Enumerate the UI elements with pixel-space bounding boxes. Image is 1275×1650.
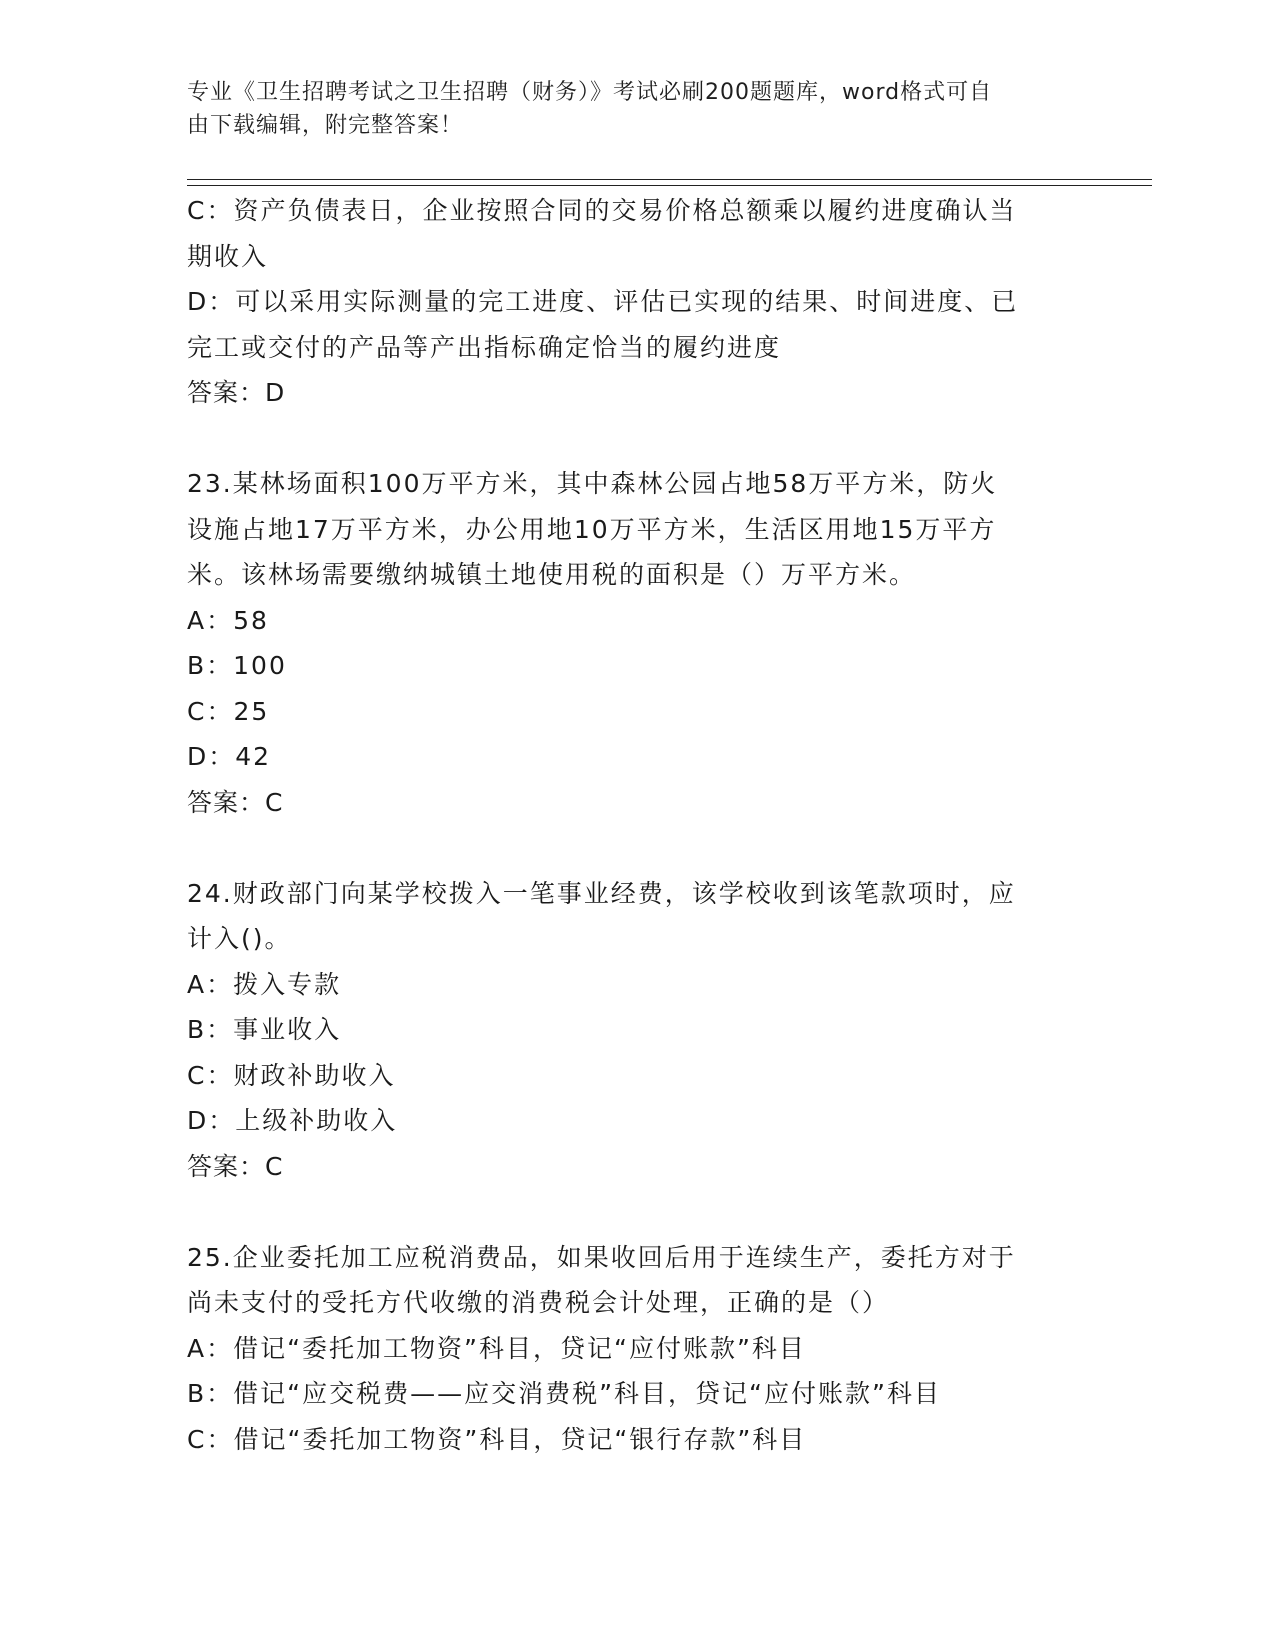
option-c: C：借记“委托加工物资”科目，贷记“银行存款”科目 [187,1424,807,1454]
header-line-1: 专业《卫生招聘考试之卫生招聘（财务）》考试必刷200题题库，word格式可自 [187,80,993,105]
option-c: C：25 [187,696,270,726]
option-d: D：可以采用实际测量的完工进度、评估已实现的结果、时间进度、已 [187,287,1019,316]
answer-line: 答案：C [187,787,284,817]
question-23 [187,461,1067,825]
option-b: B：100 [187,651,287,680]
document-body [187,188,1067,1462]
option-a: A：拨入专款 [187,969,342,999]
question-24 [187,871,1067,1190]
option-b: B：借记“应交税费——应交消费税”科目，贷记“应付账款”科目 [187,1379,941,1408]
question-stem: 计入()。 [187,924,292,953]
option-d-continued: 完工或交付的产品等产出指标确定恰当的履约进度 [187,332,782,362]
option-d: D：42 [187,742,272,771]
question-stem: 25.企业委托加工应税消费品，如果收回后用于连续生产，委托方对于 [187,1242,1016,1272]
spacer [187,825,1067,871]
question-stem: 23.某林场面积100万平方米，其中森林公园占地58万平方米，防火 [187,469,998,498]
header-divider-top [187,179,1152,180]
question-25 [187,1235,1067,1463]
option-c: C：财政补助收入 [187,1060,396,1090]
option-c-continued: 期收入 [187,241,269,271]
option-a: A：58 [187,605,269,635]
answer-line: 答案：C [187,1151,284,1181]
answer-line: 答案：D [187,378,286,407]
option-c: C：资产负债表日，企业按照合同的交易价格总额乘以履约进度确认当 [187,196,1017,225]
spacer [187,416,1067,462]
question-stem: 尚未支付的受托方代收缴的消费税会计处理，正确的是（） [187,1288,890,1317]
option-d: D：上级补助收入 [187,1106,398,1135]
document-header [187,76,1067,142]
question-stem: 设施占地17万平方米，办公用地10万平方米，生活区用地15万平方 [187,514,997,544]
option-b: B：事业收入 [187,1015,342,1044]
spacer [187,1189,1067,1235]
question-stem: 24.财政部门向某学校拨入一笔事业经费，该学校收到该笔款项时，应 [187,878,1016,908]
option-a: A：借记“委托加工物资”科目，贷记“应付账款”科目 [187,1333,806,1363]
header-line-2: 由下载编辑，附完整答案！ [187,113,464,138]
header-divider-bottom [187,185,1152,186]
question-22-continued [187,188,1067,416]
question-stem: 米。该林场需要缴纳城镇土地使用税的面积是（）万平方米。 [187,560,917,589]
